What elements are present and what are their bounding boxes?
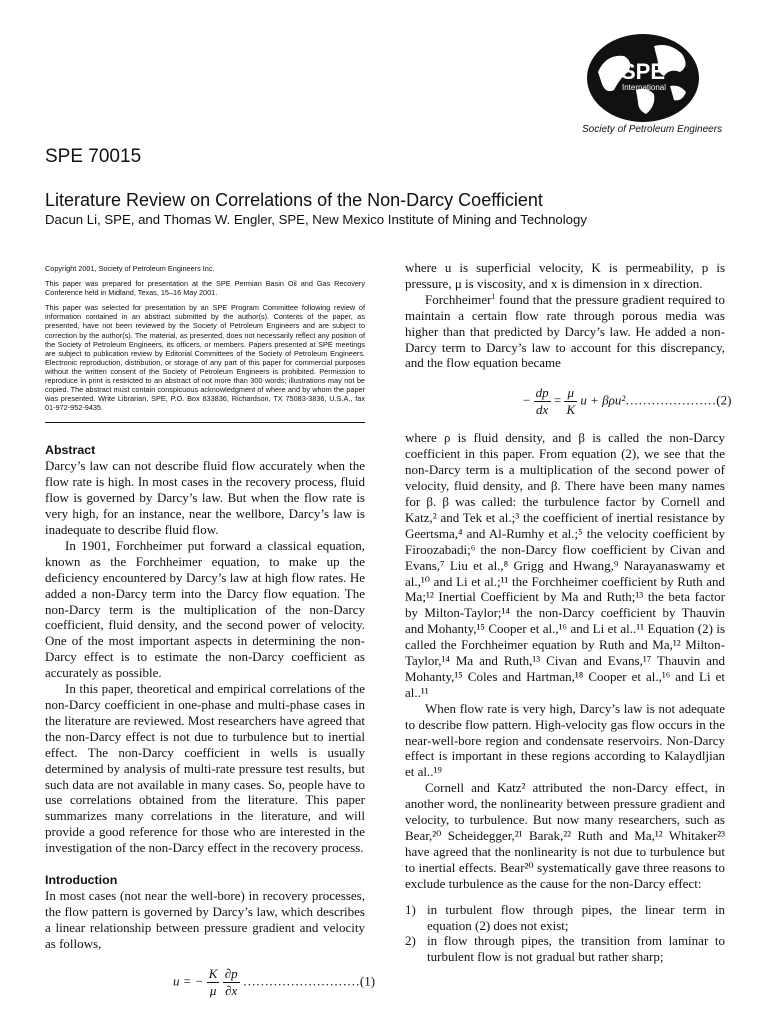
eq2-minus: − xyxy=(523,392,531,408)
reasons-list xyxy=(405,902,725,966)
copyright-line: Copyright 2001, Society of Petroleum Engineers Inc. xyxy=(45,264,215,273)
abstract-paragraph: In this paper, theoretical and empirical correlations of the non-Darcy coefficient in one-phase and multi-phase cases in the literature are reviewed. Most researchers have agreed that the non-Darcy effect is not due to turbulence but to inertial effect. The non-Darcy coefficient in wells is usually determined by analysis of multi-rate pressure test results, but such data are not available in many cases. So, people have to use correlations obtained from the literature. This paper summarizes many correlations in the literature, and will provide a good reference for those who are interested in the investigation of the non-Darcy effect in the recovery process. xyxy=(45,681,365,856)
eq1-den-1: μ xyxy=(209,982,217,998)
introduction-paragraph: In most cases (not near the well-bore) in recovery processes, the flow pattern is governed by Darcy’s law, which describes a linear relationship between pressure gradient and velocity as follows, xyxy=(45,888,365,951)
eq2-den-1: dx xyxy=(535,402,549,418)
body-paragraph: When flow rate is very high, Darcy’s law is not adequate to describe flow pattern. High-velocity gas flow occurs in the near-well-bore region and condensate reservoirs. Non-Darcy effect is important in these regions according to Kalaydljian et al..¹⁹ xyxy=(405,700,725,780)
logo-sub: International xyxy=(621,83,667,92)
spe-logo xyxy=(582,32,732,140)
paper-title: Literature Review on Correlations of the Non-Darcy Coefficient xyxy=(45,190,543,210)
eq2-fraction-mu-k xyxy=(564,385,577,418)
eq2-num-2: μ xyxy=(564,385,577,402)
reference-mark: 1 xyxy=(491,291,496,301)
logo-letters: SPE xyxy=(620,59,666,84)
list-number: 1) xyxy=(405,901,416,917)
eq1-fraction-dp-dx xyxy=(223,966,240,999)
abstract-heading: Abstract xyxy=(45,443,96,458)
eq2-fraction-dp-dx xyxy=(534,385,551,418)
body-paragraph: Cornell and Katz² attributed the non-Darcy effect, in another word, the nonlinearity between pressure gradient and velocity, to turbulence. But now many researchers, such as Bear,²⁰ Scheidegger,²¹ Barak,²² Ruth and Ma,¹² Whitaker²³ have agreed that the nonlinearity is not due to turbulence but to inertial effects. Bear²⁰ systematically gave three reasons to exclude turbulence as the cause for the non-Darcy effect: xyxy=(405,780,725,891)
list-item xyxy=(405,933,725,965)
body-paragraph xyxy=(405,292,725,372)
right-column xyxy=(405,260,732,965)
equation-2 xyxy=(405,385,732,418)
list-item xyxy=(405,902,725,934)
eq1-den-2: ∂x xyxy=(225,982,238,998)
globe-icon xyxy=(584,32,702,124)
eq1-num-2: ∂p xyxy=(224,965,238,981)
body-paragraph: where ρ is fluid density, and β is called the non-Darcy coefficient in this paper. From equation (2), we see that the non-Darcy term is a multiplication of the second power of velocity, fluid density, and β. There have been many names for β. β was called: the turbulence factor by Cornell and Katz,² and Tek et al.;³ the coefficient of inertial resistance by Geertsma,⁴ and Al-Rumhy et al.;⁵ the velocity coefficient by Firoozabadi;⁶ the non-Darcy flow coefficient by Civan and Evans,⁷ Liu et al.,⁸ Grigg and Hwang,⁹ Narayanaswamy et al.,¹⁰ and Li et al.;¹¹ the Forchheimer coefficient by Ruth and Ma;¹² Inertial Coefficient by Ma and Ruth;¹³ the beta factor by Milton-Taylor;¹⁴ the non-Darcy coefficient by Thauvin and Mohanty,¹⁵ Cooper et al.,¹⁶ and Li et al..¹¹ Equation (2) is called the Forchheimer equation by Ruth and Ma,¹² Milton-Taylor,¹⁴ Ma and Ruth,¹³ Civan and Evans,¹⁷ Thauvin and Mohanty,¹⁵ Coles and Hartman,¹⁸ Cooper et al.,¹⁶ and Li et al..¹¹ xyxy=(405,430,725,700)
conference-note: This paper was prepared for presentation at the SPE Permian Basin Oil and Gas Recovery Conference held in Midland, Texas, 15–16 May 2001. xyxy=(45,279,365,298)
permission-note: This paper was selected for presentation by an SPE Program Committee following review of information contained in an abstract submitted by the author(s). Contents of the paper, as presented, have not been reviewed by the Society of Petroleum Engineers and are subject to correction by the author(s). The material, as presented, does not necessarily reflect any position of the Society of Petroleum Engineers, its officers, or members. Papers presented at SPE meetings are subject to publication review by Editorial Committees of the Society of Petroleum Engineers. Electronic reproduction, distribution, or storage of any part of this paper for commercial purposes without the written consent of the Society of Petroleum Engineers is prohibited. Permission to reproduce in print is restricted to an abstract of not more than 300 words; illustrations may not be copied. The abstract must contain conspicuous acknowledgment of where and by whom the paper was presented. Write Librarian, SPE, P.O. Box 833836, Richardson, TX 75083-3836, U.S.A., fax 01-972-952-9435. xyxy=(45,303,365,413)
abstract-paragraph: In 1901, Forchheimer put forward a classical equation, known as the Forchheimer equation, to make up the deficiency encountered by Darcy’s law at high flow rates. He added a non-Darcy term into the Darcy flow equation. The non-Darcy term is the multiplication of the non-Darcy coefficient, fluid density, and the second power of velocity. One of the most important aspects in determining the non-Darcy effect is to estimate the non-Darcy coefficient as accurately as possible. xyxy=(45,537,365,681)
eq1-lhs: u = − xyxy=(173,973,204,989)
eq1-number: ………………………(1) xyxy=(242,973,376,989)
introduction-heading: Introduction xyxy=(45,873,118,888)
eq1-fraction-k-mu xyxy=(207,966,220,999)
eq1-num-1: K xyxy=(208,965,218,981)
list-number: 2) xyxy=(405,933,416,949)
eq2-rest: u + βρu² xyxy=(580,392,626,408)
left-column xyxy=(45,260,376,999)
paper-number: SPE 70015 xyxy=(45,146,142,167)
eq2-den-2: K xyxy=(566,402,576,418)
divider xyxy=(45,422,365,423)
eq2-num-1: dp xyxy=(535,385,549,401)
text-run: found that the pressure gradient required to maintain a certain flow rate through porous media was higher than that predicted by Darcy’s law. He added a non-Darcy term to Darcy’s law to account for this discrepancy, and the flow equation became xyxy=(405,291,725,371)
equation-1 xyxy=(45,965,376,999)
list-text: in turbulent flow through pipes, the linear term in equation (2) does not exist; xyxy=(427,901,725,933)
eq2-equals: = xyxy=(553,392,565,408)
eq2-number: …………………(2) xyxy=(625,392,732,408)
list-text: in flow through pipes, the transition from laminar to turbulent flow is not gradual but rather sharp; xyxy=(427,933,725,965)
paper-authors: Dacun Li, SPE, and Thomas W. Engler, SPE, New Mexico Institute of Mining and Technology xyxy=(45,212,587,227)
text-run: Forchheimer xyxy=(425,291,492,307)
abstract-paragraph: Darcy’s law can not describe fluid flow accurately when the flow rate is high. In most cases in the recovery process, fluid flow is governed by Darcy’s law. But when the flow rate is very high, for an instance, near the wellbore, Darcy’s law is inadequate to describe fluid flow. xyxy=(45,458,365,538)
logo-caption: Society of Petroleum Engineers xyxy=(582,124,723,135)
body-paragraph: where u is superficial velocity, K is permeability, p is pressure, μ is viscosity, and x is dimension in x direction. xyxy=(405,260,725,291)
